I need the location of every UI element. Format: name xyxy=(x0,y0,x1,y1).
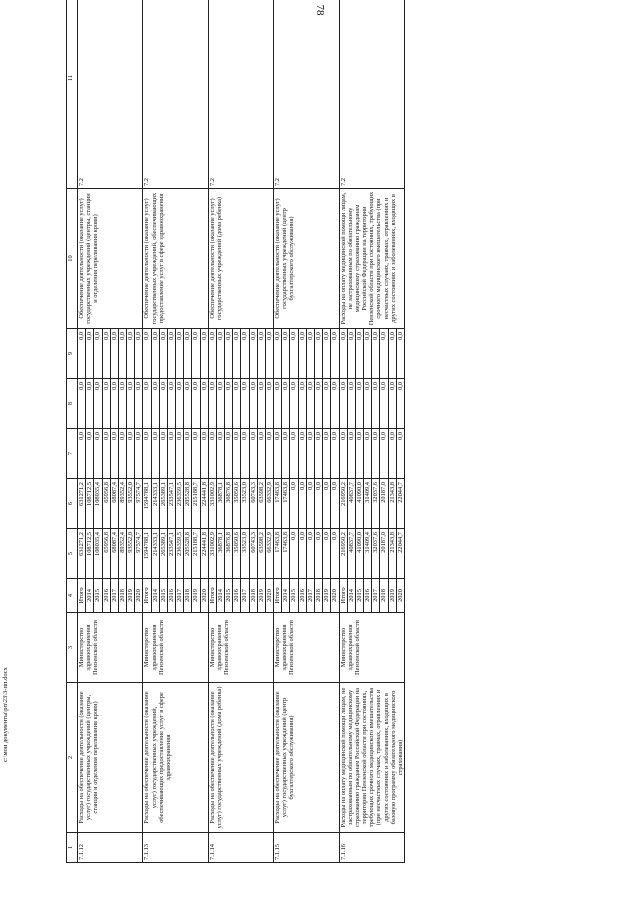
year-cell: Итого xyxy=(339,579,347,613)
column-header: 11 xyxy=(67,0,78,189)
total-amount-cell: 0,0 xyxy=(323,529,331,579)
federal-budget-cell: 0,0 xyxy=(143,429,151,479)
local-budget-cell: 0,0 xyxy=(176,379,184,429)
federal-budget-cell: 0,0 xyxy=(135,429,143,479)
responsible-org-cell: Министерство здравоохранения Пензенской области xyxy=(274,613,339,683)
regional-budget-cell: 17463,8 xyxy=(282,479,290,529)
regional-budget-cell: 331002,9 xyxy=(208,479,216,529)
year-cell: 2014 xyxy=(347,579,355,613)
other-source-cell: 0,0 xyxy=(216,329,224,379)
total-amount-cell: 66332,9 xyxy=(265,529,273,579)
other-source-cell: 0,0 xyxy=(184,329,192,379)
federal-budget-cell: 0,0 xyxy=(151,429,159,479)
local-budget-cell: 0,0 xyxy=(331,379,339,429)
federal-budget-cell: 0,0 xyxy=(241,429,249,479)
column-header: 7 xyxy=(67,429,78,479)
other-source-cell: 0,0 xyxy=(396,329,404,379)
total-amount-cell: 233547,1 xyxy=(167,529,175,579)
year-cell: 2016 xyxy=(102,579,110,613)
federal-budget-cell: 0,0 xyxy=(372,429,380,479)
footer-path: c:\мои документы\рп\23\3-пп.docx xyxy=(2,667,9,762)
other-source-cell: 0,0 xyxy=(265,329,273,379)
local-budget-cell: 0,0 xyxy=(355,379,363,429)
other-source-cell: 0,0 xyxy=(225,329,233,379)
other-source-cell: 0,0 xyxy=(192,329,200,379)
total-amount-cell: 63598,2 xyxy=(257,529,265,579)
year-cell: 2015 xyxy=(355,579,363,613)
year-cell: 2019 xyxy=(323,579,331,613)
total-amount-cell: 41090,0 xyxy=(355,529,363,579)
regional-budget-cell: 0,0 xyxy=(323,479,331,529)
year-cell: Итого xyxy=(78,579,86,613)
local-budget-cell: 0,0 xyxy=(323,379,331,429)
other-source-cell: 0,0 xyxy=(86,329,94,379)
regional-budget-cell: 631271,2 xyxy=(78,479,86,529)
local-budget-cell: 0,0 xyxy=(298,379,306,429)
year-cell: Итого xyxy=(143,579,151,613)
other-source-cell: 0,0 xyxy=(78,329,86,379)
total-amount-cell: 0,0 xyxy=(314,529,322,579)
local-budget-cell: 0,0 xyxy=(208,379,216,429)
table-row xyxy=(339,0,347,863)
column-header: 8 xyxy=(67,379,78,429)
local-budget-cell: 0,0 xyxy=(192,379,200,429)
federal-budget-cell: 0,0 xyxy=(265,429,273,479)
other-source-cell: 0,0 xyxy=(176,329,184,379)
total-amount-cell: 331002,9 xyxy=(208,529,216,579)
measure-name-cell: Расходы на обеспечение деятельности (оказание услуг) государственных учреждений (дома ребенка) xyxy=(208,683,273,833)
year-cell: 2019 xyxy=(388,579,396,613)
other-source-cell: 0,0 xyxy=(257,329,265,379)
regional-budget-cell: 40837,7 xyxy=(347,479,355,529)
year-cell: 2015 xyxy=(159,579,167,613)
year-cell: 2015 xyxy=(94,579,102,613)
other-source-cell: 0,0 xyxy=(364,329,372,379)
federal-budget-cell: 0,0 xyxy=(167,429,175,479)
total-amount-cell: 33523,0 xyxy=(241,529,249,579)
other-source-cell: 0,0 xyxy=(282,329,290,379)
regional-budget-cell: 215188,7 xyxy=(192,479,200,529)
federal-budget-cell: 0,0 xyxy=(216,429,224,479)
regional-budget-cell: 236359,5 xyxy=(176,479,184,529)
year-cell: 2016 xyxy=(233,579,241,613)
local-budget-cell: 0,0 xyxy=(306,379,314,429)
total-amount-cell: 31409,4 xyxy=(364,529,372,579)
other-source-cell: 0,0 xyxy=(388,329,396,379)
total-amount-cell: 65956,8 xyxy=(102,529,110,579)
local-budget-cell: 0,0 xyxy=(94,379,102,429)
local-budget-cell: 0,0 xyxy=(225,379,233,429)
federal-budget-cell: 0,0 xyxy=(339,429,347,479)
regional-budget-cell: 33523,0 xyxy=(241,479,249,529)
other-source-cell: 0,0 xyxy=(167,329,175,379)
federal-budget-cell: 0,0 xyxy=(347,429,355,479)
other-source-cell: 0,0 xyxy=(355,329,363,379)
local-budget-cell: 0,0 xyxy=(290,379,298,429)
page-number: 78 xyxy=(314,4,326,16)
federal-budget-cell: 0,0 xyxy=(323,429,331,479)
total-amount-cell: 0,0 xyxy=(290,529,298,579)
year-cell: 2018 xyxy=(184,579,192,613)
total-amount-cell: 214333,1 xyxy=(151,529,159,579)
federal-budget-cell: 0,0 xyxy=(282,429,290,479)
other-source-cell: 0,0 xyxy=(249,329,257,379)
other-source-cell: 0,0 xyxy=(372,329,380,379)
expected-result-cell: Обеспечение деятельности (оказание услуг) государственных учреждений (центры, станции и отделения переливания крови) xyxy=(78,189,143,329)
total-amount-cell: 224441,8 xyxy=(200,529,208,579)
total-amount-cell: 0,0 xyxy=(331,529,339,579)
year-cell: 2014 xyxy=(86,579,94,613)
regional-budget-cell: 97574,7 xyxy=(135,479,143,529)
indicator-ref-cell: 7.2 xyxy=(339,0,405,189)
regional-budget-cell: 216950,2 xyxy=(339,479,347,529)
federal-budget-cell: 0,0 xyxy=(200,429,208,479)
year-cell: 2017 xyxy=(241,579,249,613)
column-header: 1 xyxy=(67,833,78,863)
total-amount-cell: 17463,8 xyxy=(274,529,282,579)
year-cell: 2014 xyxy=(216,579,224,613)
regional-budget-cell: 224441,8 xyxy=(200,479,208,529)
expected-result-cell: Обеспечение деятельности (оказание услуг) государственных учреждений, обеспечивающих предоставление услуг в сфере здравоохранения xyxy=(143,189,208,329)
local-budget-cell: 0,0 xyxy=(347,379,355,429)
local-budget-cell: 0,0 xyxy=(86,379,94,429)
responsible-org-cell: Министерство здравоохранения Пензенской области xyxy=(78,613,143,683)
table-row xyxy=(143,0,151,863)
other-source-cell: 0,0 xyxy=(200,329,208,379)
year-cell: 2018 xyxy=(118,579,126,613)
row-number-cell: 7.1.12 xyxy=(78,833,143,863)
regional-budget-cell: 21343,8 xyxy=(388,479,396,529)
other-source-cell: 0,0 xyxy=(331,329,339,379)
federal-budget-cell: 0,0 xyxy=(176,429,184,479)
regional-budget-cell: 205528,8 xyxy=(184,479,192,529)
federal-budget-cell: 0,0 xyxy=(364,429,372,479)
local-budget-cell: 0,0 xyxy=(78,379,86,429)
total-amount-cell: 0,0 xyxy=(306,529,314,579)
other-source-cell: 0,0 xyxy=(143,329,151,379)
other-source-cell: 0,0 xyxy=(323,329,331,379)
indicator-ref-cell: 7.2 xyxy=(78,0,143,189)
regional-budget-cell: 36878,1 xyxy=(216,479,224,529)
column-header: 6 xyxy=(67,479,78,529)
federal-budget-cell: 0,0 xyxy=(249,429,257,479)
total-amount-cell: 97574,7 xyxy=(135,529,143,579)
total-amount-cell: 20187,0 xyxy=(380,529,388,579)
other-source-cell: 0,0 xyxy=(135,329,143,379)
other-source-cell: 0,0 xyxy=(102,329,110,379)
indicator-ref-cell: 7.2 xyxy=(274,0,339,189)
year-cell: 2020 xyxy=(135,579,143,613)
local-budget-cell: 0,0 xyxy=(143,379,151,429)
federal-budget-cell: 0,0 xyxy=(306,429,314,479)
local-budget-cell: 0,0 xyxy=(110,379,118,429)
federal-budget-cell: 0,0 xyxy=(184,429,192,479)
year-cell: 2016 xyxy=(364,579,372,613)
measure-name-cell: Расходы на обеспечение деятельности (оказание услуг) государственных учреждений (центр бухгалтерского обслуживания) xyxy=(274,683,339,833)
regional-budget-cell: 36876,8 xyxy=(225,479,233,529)
header-row xyxy=(67,0,78,863)
local-budget-cell: 0,0 xyxy=(372,379,380,429)
row-number-cell: 7.1.15 xyxy=(274,833,339,863)
local-budget-cell: 0,0 xyxy=(233,379,241,429)
local-budget-cell: 0,0 xyxy=(274,379,282,429)
federal-budget-cell: 0,0 xyxy=(233,429,241,479)
federal-budget-cell: 0,0 xyxy=(355,429,363,479)
regional-budget-cell: 0,0 xyxy=(290,479,298,529)
other-source-cell: 0,0 xyxy=(347,329,355,379)
other-source-cell: 0,0 xyxy=(110,329,118,379)
year-cell: 2015 xyxy=(290,579,298,613)
other-source-cell: 0,0 xyxy=(380,329,388,379)
total-amount-cell: 265389,1 xyxy=(159,529,167,579)
total-amount-cell: 60743,3 xyxy=(249,529,257,579)
year-cell: 2019 xyxy=(192,579,200,613)
indicator-ref-cell: 7.2 xyxy=(143,0,208,189)
regional-budget-cell: 35050,6 xyxy=(233,479,241,529)
regional-budget-cell: 89352,4 xyxy=(118,479,126,529)
measure-name-cell: Расходы на обеспечение деятельности (оказание услуг) государственных учреждений, обеспечивающих предоставление услуг в сфере здравоохранения xyxy=(143,683,208,833)
other-source-cell: 0,0 xyxy=(274,329,282,379)
year-cell: 2017 xyxy=(110,579,118,613)
local-budget-cell: 0,0 xyxy=(151,379,159,429)
year-cell: 2014 xyxy=(151,579,159,613)
local-budget-cell: 0,0 xyxy=(396,379,404,429)
federal-budget-cell: 0,0 xyxy=(225,429,233,479)
measure-name-cell: Расходы на обеспечение деятельности (оказание услуг) государственных учреждений (центры, станции и отделения переливания крови) xyxy=(78,683,143,833)
indicator-ref-cell: 7.2 xyxy=(208,0,273,189)
table-body xyxy=(78,0,405,863)
local-budget-cell: 0,0 xyxy=(118,379,126,429)
total-amount-cell: 17463,8 xyxy=(282,529,290,579)
local-budget-cell: 0,0 xyxy=(339,379,347,429)
federal-budget-cell: 0,0 xyxy=(388,429,396,479)
total-amount-cell: 236359,5 xyxy=(176,529,184,579)
total-amount-cell: 108712,5 xyxy=(86,529,94,579)
total-amount-cell: 215188,7 xyxy=(192,529,200,579)
other-source-cell: 0,0 xyxy=(241,329,249,379)
total-amount-cell: 68087,4 xyxy=(110,529,118,579)
other-source-cell: 0,0 xyxy=(127,329,135,379)
regional-budget-cell: 0,0 xyxy=(314,479,322,529)
year-cell: 2014 xyxy=(282,579,290,613)
local-budget-cell: 0,0 xyxy=(102,379,110,429)
column-header: 4 xyxy=(67,579,78,613)
federal-budget-cell: 0,0 xyxy=(380,429,388,479)
responsible-org-cell: Министерство здравоохранения Пензенской области xyxy=(339,613,405,683)
year-cell: 2020 xyxy=(331,579,339,613)
regional-budget-cell: 41090,0 xyxy=(355,479,363,529)
regional-budget-cell: 265389,1 xyxy=(159,479,167,529)
total-amount-cell: 205528,8 xyxy=(184,529,192,579)
rotated-table-wrapper xyxy=(66,18,590,863)
federal-budget-cell: 0,0 xyxy=(208,429,216,479)
total-amount-cell: 32037,6 xyxy=(372,529,380,579)
year-cell: 2016 xyxy=(167,579,175,613)
year-cell: Итого xyxy=(274,579,282,613)
program-table xyxy=(66,0,405,863)
regional-budget-cell: 60743,3 xyxy=(249,479,257,529)
other-source-cell: 0,0 xyxy=(290,329,298,379)
other-source-cell: 0,0 xyxy=(159,329,167,379)
total-amount-cell: 35050,6 xyxy=(233,529,241,579)
federal-budget-cell: 0,0 xyxy=(257,429,265,479)
local-budget-cell: 0,0 xyxy=(364,379,372,429)
federal-budget-cell: 0,0 xyxy=(86,429,94,479)
other-source-cell: 0,0 xyxy=(306,329,314,379)
federal-budget-cell: 0,0 xyxy=(314,429,322,479)
total-amount-cell: 36878,1 xyxy=(216,529,224,579)
row-number-cell: 7.1.16 xyxy=(339,833,405,863)
column-header: 2 xyxy=(67,683,78,833)
federal-budget-cell: 0,0 xyxy=(290,429,298,479)
table-row xyxy=(274,0,282,863)
local-budget-cell: 0,0 xyxy=(200,379,208,429)
year-cell: 2020 xyxy=(200,579,208,613)
year-cell: Итого xyxy=(208,579,216,613)
total-amount-cell: 631271,2 xyxy=(78,529,86,579)
table-row xyxy=(78,0,86,863)
measure-name-cell: Расходы на оплату медицинской помощи лицам, не застрахованным по обязательному медицинскому страхованию гражданам Российской Федерации на территории Пензенской области при состояниях, требующих срочного медицинского вмешательства (при несчастных случаях, травмах, отравлениях и других состояниях и заболеваниях, входящих в базовую программу обязательного медицинского страхования) xyxy=(339,683,405,833)
year-cell: 2017 xyxy=(306,579,314,613)
regional-budget-cell: 20187,0 xyxy=(380,479,388,529)
local-budget-cell: 0,0 xyxy=(216,379,224,429)
row-number-cell: 7.1.13 xyxy=(143,833,208,863)
year-cell: 2019 xyxy=(257,579,265,613)
local-budget-cell: 0,0 xyxy=(184,379,192,429)
responsible-org-cell: Министерство здравоохранения Пензенской области xyxy=(208,613,273,683)
local-budget-cell: 0,0 xyxy=(135,379,143,429)
regional-budget-cell: 108035,4 xyxy=(94,479,102,529)
federal-budget-cell: 0,0 xyxy=(396,429,404,479)
federal-budget-cell: 0,0 xyxy=(94,429,102,479)
total-amount-cell: 216950,2 xyxy=(339,529,347,579)
regional-budget-cell: 63598,2 xyxy=(257,479,265,529)
total-amount-cell: 0,0 xyxy=(298,529,306,579)
column-header: 5 xyxy=(67,529,78,579)
regional-budget-cell: 214333,1 xyxy=(151,479,159,529)
local-budget-cell: 0,0 xyxy=(127,379,135,429)
other-source-cell: 0,0 xyxy=(314,329,322,379)
row-number-cell: 7.1.14 xyxy=(208,833,273,863)
year-cell: 2020 xyxy=(265,579,273,613)
year-cell: 2017 xyxy=(372,579,380,613)
year-cell: 2017 xyxy=(176,579,184,613)
column-header: 3 xyxy=(67,613,78,683)
regional-budget-cell: 66332,9 xyxy=(265,479,273,529)
local-budget-cell: 0,0 xyxy=(159,379,167,429)
federal-budget-cell: 0,0 xyxy=(274,429,282,479)
local-budget-cell: 0,0 xyxy=(167,379,175,429)
other-source-cell: 0,0 xyxy=(208,329,216,379)
federal-budget-cell: 0,0 xyxy=(298,429,306,479)
local-budget-cell: 0,0 xyxy=(265,379,273,429)
regional-budget-cell: 0,0 xyxy=(298,479,306,529)
regional-budget-cell: 1594788,1 xyxy=(143,479,151,529)
other-source-cell: 0,0 xyxy=(298,329,306,379)
federal-budget-cell: 0,0 xyxy=(159,429,167,479)
responsible-org-cell: Министерство здравоохранения Пензенской области xyxy=(143,613,208,683)
regional-budget-cell: 17463,8 xyxy=(274,479,282,529)
total-amount-cell: 22044,7 xyxy=(396,529,404,579)
federal-budget-cell: 0,0 xyxy=(118,429,126,479)
local-budget-cell: 0,0 xyxy=(249,379,257,429)
expected-result-cell: Обеспечение деятельности (оказание услуг) государственных учреждений (дома ребенка) xyxy=(208,189,273,329)
other-source-cell: 0,0 xyxy=(94,329,102,379)
federal-budget-cell: 0,0 xyxy=(110,429,118,479)
regional-budget-cell: 32037,6 xyxy=(372,479,380,529)
total-amount-cell: 108035,4 xyxy=(94,529,102,579)
local-budget-cell: 0,0 xyxy=(314,379,322,429)
regional-budget-cell: 93552,0 xyxy=(127,479,135,529)
federal-budget-cell: 0,0 xyxy=(78,429,86,479)
table-row xyxy=(208,0,216,863)
year-cell: 2018 xyxy=(380,579,388,613)
local-budget-cell: 0,0 xyxy=(241,379,249,429)
year-cell: 2019 xyxy=(127,579,135,613)
expected-result-cell: Обеспечение деятельности (оказание услуг) государственных учреждений (центр бухгалтерского обслуживания) xyxy=(274,189,339,329)
federal-budget-cell: 0,0 xyxy=(331,429,339,479)
total-amount-cell: 40837,7 xyxy=(347,529,355,579)
regional-budget-cell: 108712,5 xyxy=(86,479,94,529)
expected-result-cell: Расходы на оплату медицинской помощи лицам, не застрахованным по обязательному медицинскому страхованию гражданам Российской Федерации на территории Пензенской области при состояниях, требующих срочного медицинского вмешательства (при несчастных случаях, травмах, отравлениях и других состояниях и заболеваниях, входящих в xyxy=(339,189,405,329)
local-budget-cell: 0,0 xyxy=(282,379,290,429)
regional-budget-cell: 0,0 xyxy=(331,479,339,529)
other-source-cell: 0,0 xyxy=(118,329,126,379)
year-cell: 2018 xyxy=(249,579,257,613)
year-cell: 2018 xyxy=(314,579,322,613)
total-amount-cell: 93552,0 xyxy=(127,529,135,579)
year-cell: 2020 xyxy=(396,579,404,613)
regional-budget-cell: 233547,1 xyxy=(167,479,175,529)
local-budget-cell: 0,0 xyxy=(380,379,388,429)
local-budget-cell: 0,0 xyxy=(388,379,396,429)
other-source-cell: 0,0 xyxy=(151,329,159,379)
federal-budget-cell: 0,0 xyxy=(127,429,135,479)
other-source-cell: 0,0 xyxy=(233,329,241,379)
federal-budget-cell: 0,0 xyxy=(102,429,110,479)
regional-budget-cell: 68087,4 xyxy=(110,479,118,529)
year-cell: 2015 xyxy=(225,579,233,613)
year-cell: 2016 xyxy=(298,579,306,613)
total-amount-cell: 36876,8 xyxy=(225,529,233,579)
column-header: 10 xyxy=(67,189,78,329)
total-amount-cell: 89352,4 xyxy=(118,529,126,579)
total-amount-cell: 21343,8 xyxy=(388,529,396,579)
total-amount-cell: 1594788,1 xyxy=(143,529,151,579)
regional-budget-cell: 65956,8 xyxy=(102,479,110,529)
local-budget-cell: 0,0 xyxy=(257,379,265,429)
other-source-cell: 0,0 xyxy=(339,329,347,379)
regional-budget-cell: 22044,7 xyxy=(396,479,404,529)
regional-budget-cell: 0,0 xyxy=(306,479,314,529)
regional-budget-cell: 31409,4 xyxy=(364,479,372,529)
column-header: 9 xyxy=(67,329,78,379)
federal-budget-cell: 0,0 xyxy=(192,429,200,479)
